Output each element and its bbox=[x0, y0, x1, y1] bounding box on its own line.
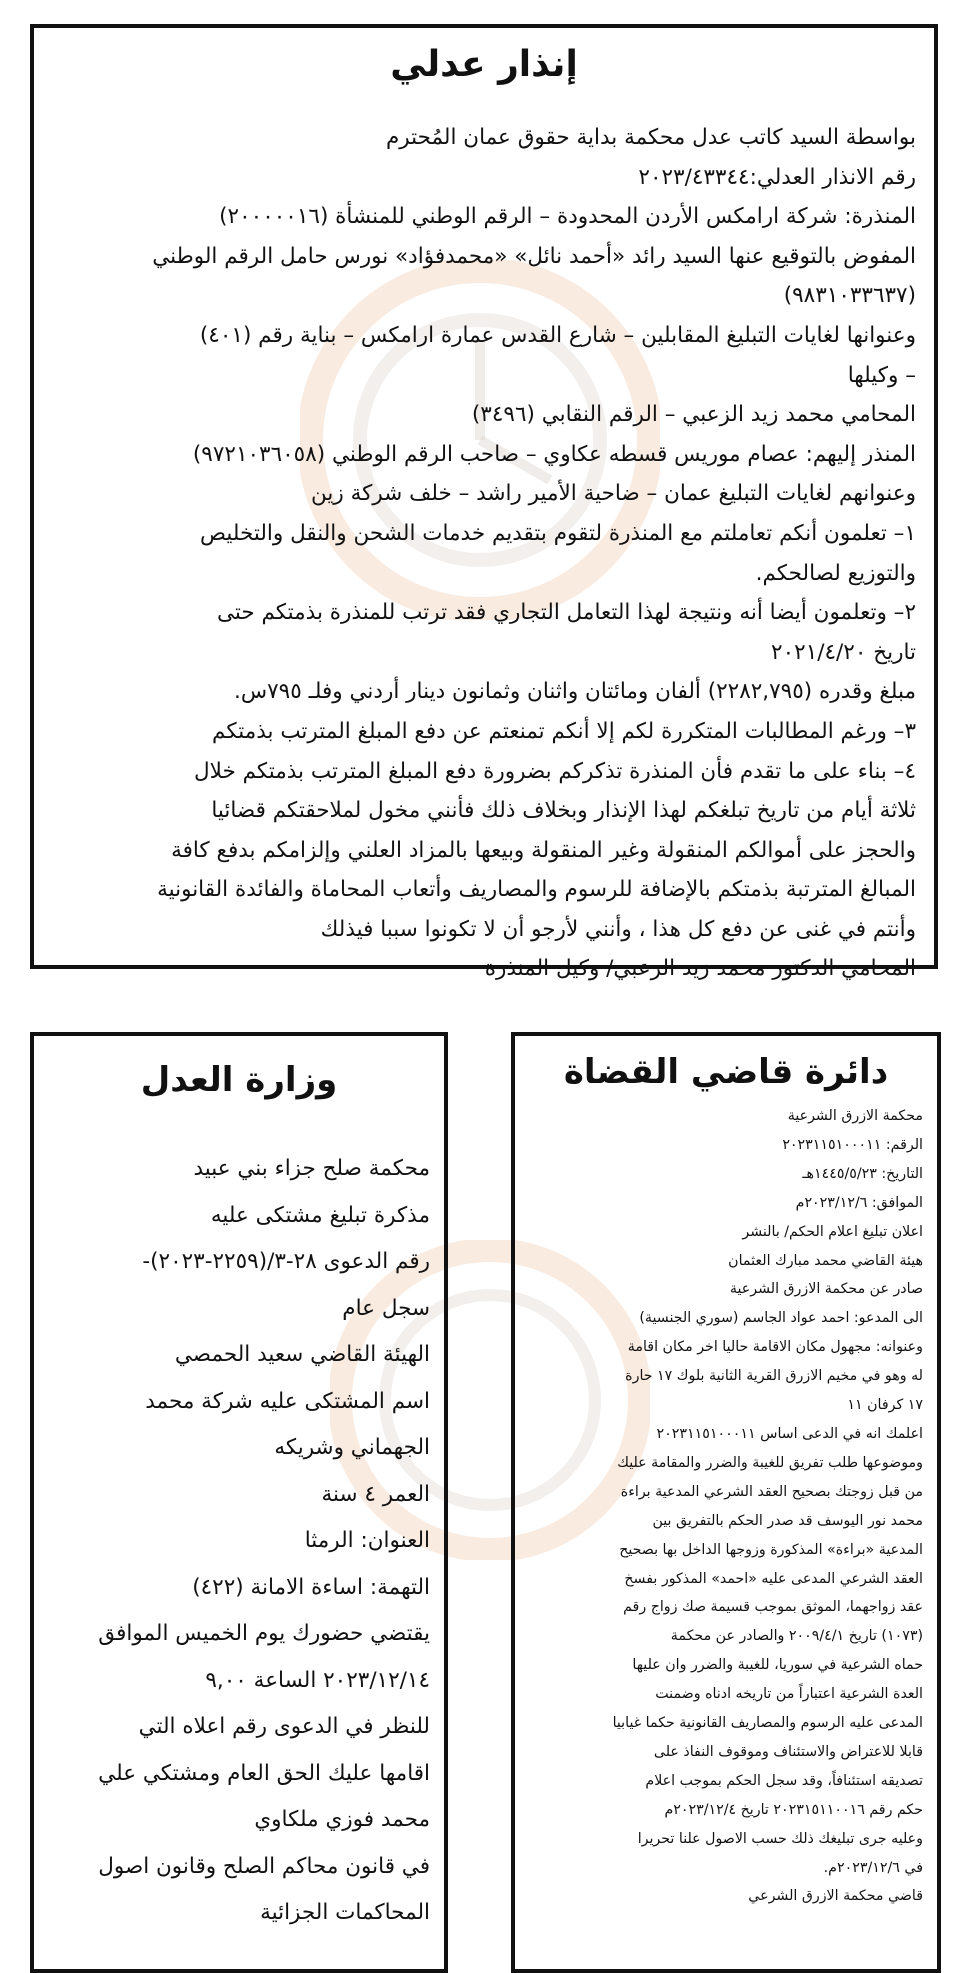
notice-line: العنوان: الرمثا bbox=[304, 1528, 430, 1553]
notice-line: ٤– بناء على ما تقدم فأن المنذرة تذكركم بضرورة دفع المبلغ المترتب بذمتكم خلال bbox=[194, 758, 916, 784]
notice-line: – وكيلها bbox=[847, 362, 916, 388]
notice-line: عقد زواجهما، الموثق بموجب قسيمة صك زواج رقم bbox=[623, 1599, 923, 1616]
ministry-justice-notice bbox=[30, 1032, 448, 1973]
notice-signature: المحامي الدكتور محمد زيد الزعبي/ وكيل المنذرة bbox=[484, 956, 916, 982]
notice-line: محمد فوزي ملكاوي bbox=[254, 1807, 430, 1832]
notice-line: المبالغ المترتبة بذمتكم بالإضافة للرسوم والمصاريف وأتعاب المحاماة والفائدة القانونية bbox=[157, 877, 916, 903]
notice-line: ٢٠٢٣/١٢/١٤ الساعة ٩,٠٠ bbox=[205, 1667, 430, 1693]
notice-line: اسم المشتكى عليه شركة محمد bbox=[145, 1388, 430, 1414]
notice-line: ١– تعلمون أنكم تعاملتم مع المنذرة لتقوم بتقديم خدمات الشحن والنقل والتخليص bbox=[200, 520, 916, 546]
notice-line: وعنوانها لغايات التبليغ المقابلين – شارع القدس عمارة ارامكس – بناية رقم (٤٠١) bbox=[199, 322, 916, 348]
notice-line: ١٧ كرفان ١١ bbox=[847, 1397, 923, 1414]
notice-line: وأنتم في غنى عن دفع كل هذا ، وأنني لأرجو أن لا تكونوا سببا فيذلك bbox=[320, 916, 916, 942]
notice-line: في ٢٠٢٣/١٢/٦م. bbox=[823, 1859, 923, 1876]
notice-line: التهمة: اساءة الامانة (٤٢٢) bbox=[192, 1574, 430, 1600]
notice-line: اعلان تبليغ اعلام الحكم/ بالنشر bbox=[742, 1223, 923, 1240]
notice-line: مذكرة تبليغ مشتكى عليه bbox=[210, 1202, 430, 1228]
chief-justice-body bbox=[529, 1102, 923, 1911]
notice-line: وعنوانه: مجهول مكان الاقامة حاليا اخر مكان اقامة bbox=[627, 1339, 923, 1356]
notice-line: تصديقه استئنافاً، وقد سجل الحكم بموجب اعلام bbox=[645, 1772, 923, 1789]
notice-line: المفوض بالتوقيع عنها السيد رائد «أحمد نائل» «محمدفؤاد» نورس حامل الرقم الوطني bbox=[152, 243, 916, 269]
ministry-justice-title: وزارة العدل bbox=[140, 1060, 338, 1100]
notice-line: الجهماني وشريكه bbox=[274, 1435, 430, 1460]
notice-line: محكمة الازرق الشرعية bbox=[787, 1108, 923, 1124]
notice-line: له وهو في مخيم الازرق القرية الثانية بلوك ١٧ حارة bbox=[625, 1368, 923, 1385]
notice-line: رقم الدعوى ٢٨-٣/(٢٢٥٩-٢٠٢٣)- bbox=[142, 1249, 430, 1274]
ministry-justice-body bbox=[48, 1146, 430, 1937]
notice-line: الموافق: ٢٠٢٣/١٢/٦م bbox=[795, 1194, 923, 1211]
notice-line: محكمة صلح جزاء بني عبيد bbox=[193, 1156, 430, 1181]
chief-justice-notice bbox=[511, 1032, 941, 1973]
legal-warning-notice bbox=[30, 24, 938, 982]
notice-line: (٩٨٣١٠٣٣٦٣٧) bbox=[783, 283, 916, 309]
notice-line: في قانون محاكم الصلح وقانون اصول bbox=[98, 1853, 430, 1879]
notice-line: وعنوانهم لغايات التبليغ عمان – ضاحية الأمير راشد – خلف شركة زين bbox=[311, 481, 916, 507]
notice-line: تاريخ ٢٠٢١/٤/٢٠ bbox=[771, 639, 916, 665]
notice-line: الهيئة القاضي سعيد الحمصي bbox=[174, 1342, 430, 1367]
notice-line: من قبل زوجتك بصحيح العقد الشرعي المدعية براءة bbox=[620, 1483, 923, 1500]
notice-line: صادر عن محكمة الازرق الشرعية bbox=[729, 1281, 923, 1298]
chief-justice-title: دائرة قاضي القضاة bbox=[563, 1052, 889, 1092]
notice-signature: قاضي محكمة الازرق الشرعي bbox=[748, 1888, 923, 1905]
notice-line: رقم الانذار العدلي:٢٠٢٣/٤٣٣٤٤ bbox=[638, 164, 916, 190]
notice-line: هيئة القاضي محمد مبارك العثمان bbox=[728, 1252, 923, 1269]
notice-line: وموضوعها طلب تفريق للغيبة والضرر والمقامة عليك bbox=[617, 1454, 923, 1471]
notice-line: للنظر في الدعوى رقم اعلاه التي bbox=[138, 1714, 430, 1739]
notice-line: الرقم: ٢٠٢٣١١٥١٠٠٠١١ bbox=[782, 1136, 923, 1153]
notice-line: وعليه جرى تبليغك ذلك حسب الاصول علنا تحريرا bbox=[637, 1830, 923, 1847]
legal-warning-body bbox=[52, 118, 916, 989]
notice-line: الى المدعو: احمد عواد الجاسم (سوري الجنسية) bbox=[639, 1310, 923, 1327]
notice-line: المدعى عليه الرسوم والمصاريف القانونية حكما غيابيا bbox=[612, 1715, 923, 1732]
notice-line: العمر ٤ سنة bbox=[321, 1481, 430, 1507]
notice-line: سجل عام bbox=[342, 1295, 430, 1321]
notice-line: اعلمك انه في الدعى اساس ٢٠٢٣١١٥١٠٠٠١١ bbox=[656, 1425, 923, 1442]
notice-line: ٣– ورغم المطالبات المتكررة لكم إلا أنكم تمنعتم عن دفع المبلغ المترتب بذمتكم bbox=[212, 718, 916, 744]
notice-line: بواسطة السيد كاتب عدل محكمة بداية حقوق عمان المُحترم bbox=[385, 125, 916, 150]
notice-line: محمد نور اليوسف قد صدر الحكم بالتفريق بين bbox=[652, 1512, 923, 1529]
notice-line: التاريخ: ١٤٤٥/٥/٢٣هـ bbox=[802, 1165, 923, 1182]
notice-line: (١٠٧٣) تاريخ ٢٠٠٩/٤/١ والصادر عن محكمة bbox=[670, 1628, 923, 1645]
notice-line: المدعية «براءة» المذكورة وزوجها الداخل بها بصحيح bbox=[619, 1541, 923, 1558]
notice-line: حكم رقم ٢٠٢٣١٥١١٠٠١٦ تاريخ ٢٠٢٣/١٢/٤م bbox=[664, 1801, 923, 1818]
notice-line: والتوزيع لصالحكم. bbox=[755, 560, 916, 586]
notice-line: المنذر إليهم: عصام موريس قسطه عكاوي – صاحب الرقم الوطني (٩٧٢١٠٣٦٠٥٨) bbox=[192, 441, 916, 467]
notice-line: يقتضي حضورك يوم الخميس الموافق bbox=[98, 1621, 430, 1646]
notice-line: اقامها عليك الحق العام ومشتكي علي bbox=[98, 1760, 430, 1786]
notice-line: والحجز على أموالكم المنقولة وغير المنقولة وبيعها بالمزاد العلني وإلزامكم بدفع كافة bbox=[171, 837, 916, 863]
notice-line: المنذرة: شركة ارامكس الأردن المحدودة – الرقم الوطني للمنشأة (٢٠٠٠٠٠١٦) bbox=[219, 204, 916, 230]
notice-line: المحامي محمد زيد الزعبي – الرقم النقابي (٣٤٩٦) bbox=[471, 402, 916, 428]
notice-line: العدة الشرعية اعتباراً من تاريخه ادناه وضمنت bbox=[655, 1686, 923, 1703]
notice-line: العقد الشرعي المدعى عليه «احمد» المذكور بفسخ bbox=[624, 1570, 923, 1587]
notice-line: قابلا للاعتراض والاستئناف وموقوف النفاذ على bbox=[653, 1743, 923, 1760]
notice-line: مبلغ وقدره (٢٢٨٢,٧٩٥) ألفان ومائتان واثنان وثمانون دينار أردني وفلـ ٧٩٥س. bbox=[234, 679, 916, 705]
notice-line: المحاكمات الجزائية bbox=[260, 1900, 430, 1925]
legal-warning-title: إنذار عدلي bbox=[390, 44, 578, 85]
notice-line: ٢– وتعلمون أيضا أنه ونتيجة لهذا التعامل التجاري فقد ترتب للمنذرة بذمتكم حتى bbox=[216, 600, 916, 626]
notice-line: ثلاثة أيام من تاريخ تبلغكم لهذا الإنذار وبخلاف ذلك فأنني مخول لملاحقتكم قضائيا bbox=[211, 798, 916, 824]
notice-line: حماه الشرعية في سوريا، للغيبة والضرر وان عليها bbox=[632, 1657, 923, 1674]
